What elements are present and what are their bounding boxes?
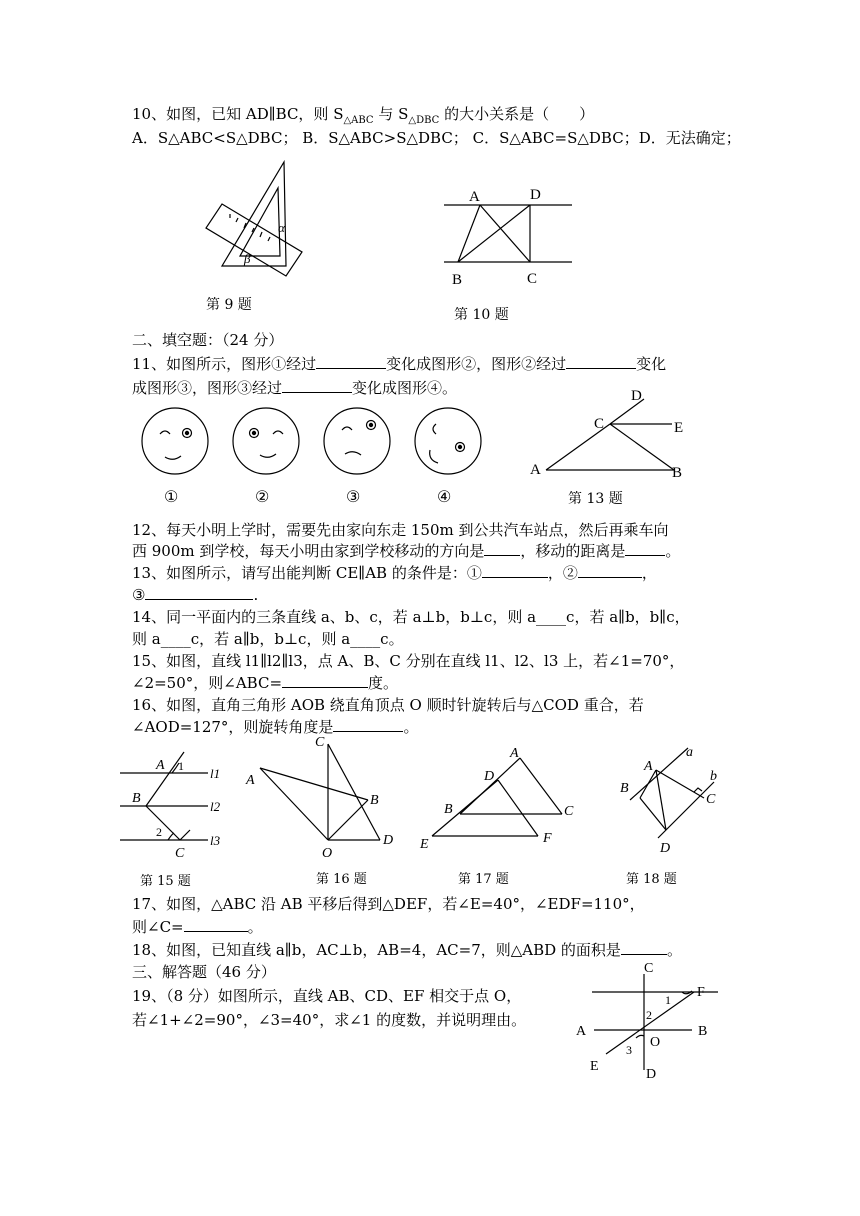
fig18-label-lb: b [710,769,717,784]
fig16-diagram [245,735,393,861]
fig10-label-b: B [452,272,463,288]
fig15-label-l3: l3 [210,833,221,848]
fig9-triangle-outer [222,162,286,266]
fig19-angle3-arc [636,1035,644,1038]
q10-mid: 与 S [373,105,409,123]
fig15-label-2: 2 [156,825,162,839]
fig15-label-a: A [156,758,165,773]
q17-text-b: 。 [247,918,263,936]
q10-stem-post: 的大小关系是（ ） [439,105,595,123]
fig13-label-d: D [631,388,642,404]
q17-line1: 17、如图，△ABC 沿 AB 平移后得到△DEF，若∠E=40°，∠EDF=110°， [132,895,645,913]
fig13-seg-cb [610,424,674,470]
q15-text-a: ∠2=50°，则∠ABC= [132,674,283,692]
caption-fig15: 第 15 题 [140,874,191,889]
fig18-seg-ac [656,770,704,798]
fig10-label-d: D [530,187,541,203]
fig9-diagram [206,162,302,276]
fig9-ruler-tick [260,232,262,237]
fig19-label-a: A [576,1024,587,1039]
q16-text-a: ∠AOD=127°，则旋转角度是 [132,718,334,736]
fig19-label-o: O [650,1035,661,1050]
fig17-diagram [419,746,574,852]
fig9-ruler-tick [268,237,270,241]
q12-text-c: 。 [665,542,681,560]
q12-line1: 12、每天小明上学时，需要先由家向东走 150m 到公共汽车站点，然后再乘车向 [132,521,669,539]
q13-text-a: 13、如图所示，请写出能判断 CE∥AB 的条件是：① [132,564,482,582]
fig18-label-a: A [644,759,653,774]
fig17-label-c: C [564,804,574,819]
fig18-label-la: a [686,745,693,760]
fig9-ruler-tick [236,218,238,222]
fig16-seg-ao [260,768,328,840]
fig13-label-c: C [594,416,605,432]
q10-stem-text: 10、如图，已知 AD∥BC，则 S [132,105,344,123]
fig16-seg-ab [260,768,368,800]
fig9-label-alpha: α [278,220,285,235]
fig17-seg-ab [460,758,520,814]
q13-text-c: ， [641,564,657,582]
q16-text-b: 。 [403,718,419,736]
q15-line1: 15、如图，直线 l1∥l2∥l3，点 A、B、C 分别在直线 l1、l2、l3 上，若∠1=70°， [132,652,685,670]
q12-text-b: ，移动的距离是 [520,542,626,560]
fig17-label-f: F [543,831,552,846]
fig17-label-a: A [510,746,519,761]
fig11-face-3 [324,408,390,474]
fig17-seg-de [432,780,498,836]
q17-text-a: 则∠C= [132,918,184,936]
q10-sub1: △ABC [343,115,374,126]
caption-fig16: 第 16 题 [316,872,367,887]
fig19-label-2: 2 [646,1008,652,1022]
fig17-seg-ac [520,758,562,814]
fig19-label-1: 1 [665,993,671,1007]
fig18-label-b: B [620,781,629,796]
fig16-label-b: B [370,793,379,808]
fig9-label-beta: β [244,251,251,266]
section2-heading: 二、填空题：（24 分） [132,331,284,349]
q11-text-d: 成图形③，图形③经过 [132,379,283,397]
fig18-label-c: C [706,792,716,807]
face-label-3: ③ [346,489,361,506]
fig19-label-d: D [646,1067,657,1082]
fig18-diagram [620,745,717,856]
fig15-label-c: C [175,846,185,861]
fig15-label-1: 1 [178,759,184,773]
fig18-seg-bd [640,798,666,830]
fig17-label-d: D [484,769,495,784]
face-label-4: ④ [437,489,452,506]
caption-fig9: 第 9 题 [206,297,252,313]
q14-line1: 14、同一平面内的三条直线 a、b、c，若 a⊥b，b⊥c，则 a____c，若 a∥b，b∥c， [132,608,690,626]
fig17-label-b: B [444,802,453,817]
fig13-label-b: B [672,465,683,481]
fig19-label-3: 3 [626,1043,632,1057]
q13-text-b: ，② [547,564,578,582]
caption-fig10: 第 10 题 [454,307,509,323]
fig17-seg-df [498,780,538,836]
fig15-seg-bc [146,806,180,840]
q19-line2: 若∠1+∠2=90°，∠3=40°，求∠1 的度数，并说明理由。 [132,1011,527,1029]
q10-options: A．S△ABC<S△DBC； B．S△ABC>S△DBC； C．S△ABC=S△DBC；D．无法确定； [132,129,741,147]
fig18-seg-ab [640,770,656,798]
fig17-label-e: E [420,837,429,852]
fig16-seg-cd [328,744,380,840]
q10-sub2: △DBC [408,115,440,126]
q18-text-b: 。 [666,941,682,959]
fig13-label-e: E [674,420,684,436]
fig10-diagram [444,187,572,288]
fig18-label-d: D [660,841,671,856]
q19-line1: 19、（8 分）如图所示，直线 AB、CD、EF 相交于点 O， [132,987,522,1005]
face-label-2: ② [255,489,270,506]
fig9-triangle-inner [240,188,280,256]
fig15-diagram [120,752,221,861]
caption-fig17: 第 17 题 [458,872,509,887]
fig15-angle2-arc [168,833,174,840]
fig19-diagram [576,961,718,1082]
fig16-label-d: D [383,833,394,848]
fig13-label-a: A [530,462,541,478]
q11-text-c: 变化 [636,355,667,373]
fig15-seg-c-ext [180,830,190,840]
q11-text-e: 变化成图形④。 [352,379,458,397]
fig19-label-e: E [590,1059,599,1074]
fig16-label-c: C [315,735,325,750]
q14-line2: 则 a____c，若 a∥b，b⊥c，则 a____c。 [132,630,404,648]
fig11-face-4 [415,408,481,474]
fig10-label-c: C [527,271,538,287]
q18-text-a: 18、如图，已知直线 a∥b，AC⊥b，AB=4，AC=7，则△ABD 的面积是 [132,941,621,959]
fig19-label-b: B [698,1024,708,1039]
fig16-label-a: A [246,773,255,788]
q11-text-a: 11、如图所示，图形①经过 [132,355,317,373]
fig11-face-labels [164,489,451,506]
fig19-label-c: C [644,961,654,976]
fig15-label-l1: l1 [210,766,221,781]
fig15-label-b: B [132,791,141,806]
caption-fig18: 第 18 题 [626,872,677,887]
fig10-seg-ac [480,205,530,262]
fig18-seg-ad [656,770,666,830]
fig10-label-a: A [469,189,480,205]
fig13-diagram [530,388,683,481]
q13-text-d: ③ [132,586,146,604]
caption-fig13: 第 13 题 [568,491,623,507]
fig11-face-1 [142,408,208,474]
fig18-right-angle [694,788,702,792]
q12-text-a: 西 900m 到学校，每天小明由家到学校移动的方向是 [132,542,485,560]
q16-line1: 16、如图，直角三角形 AOB 绕直角顶点 O 顺时针旋转后与△COD 重合，若 [132,696,644,714]
fig19-label-f: F [697,985,705,1000]
fig9-ruler [206,204,302,276]
fig15-label-l2: l2 [210,799,221,814]
fig18-line-a [630,748,688,800]
face-label-1: ① [164,489,179,506]
q11-text-b: 变化成图形②，图形②经过 [386,355,567,373]
section3-heading: 三、解答题（46 分） [132,963,276,981]
fig16-label-o: O [322,846,333,861]
q13-text-e: . [253,586,259,604]
fig11-face-2 [233,408,299,474]
q15-text-b: 度。 [368,674,399,692]
